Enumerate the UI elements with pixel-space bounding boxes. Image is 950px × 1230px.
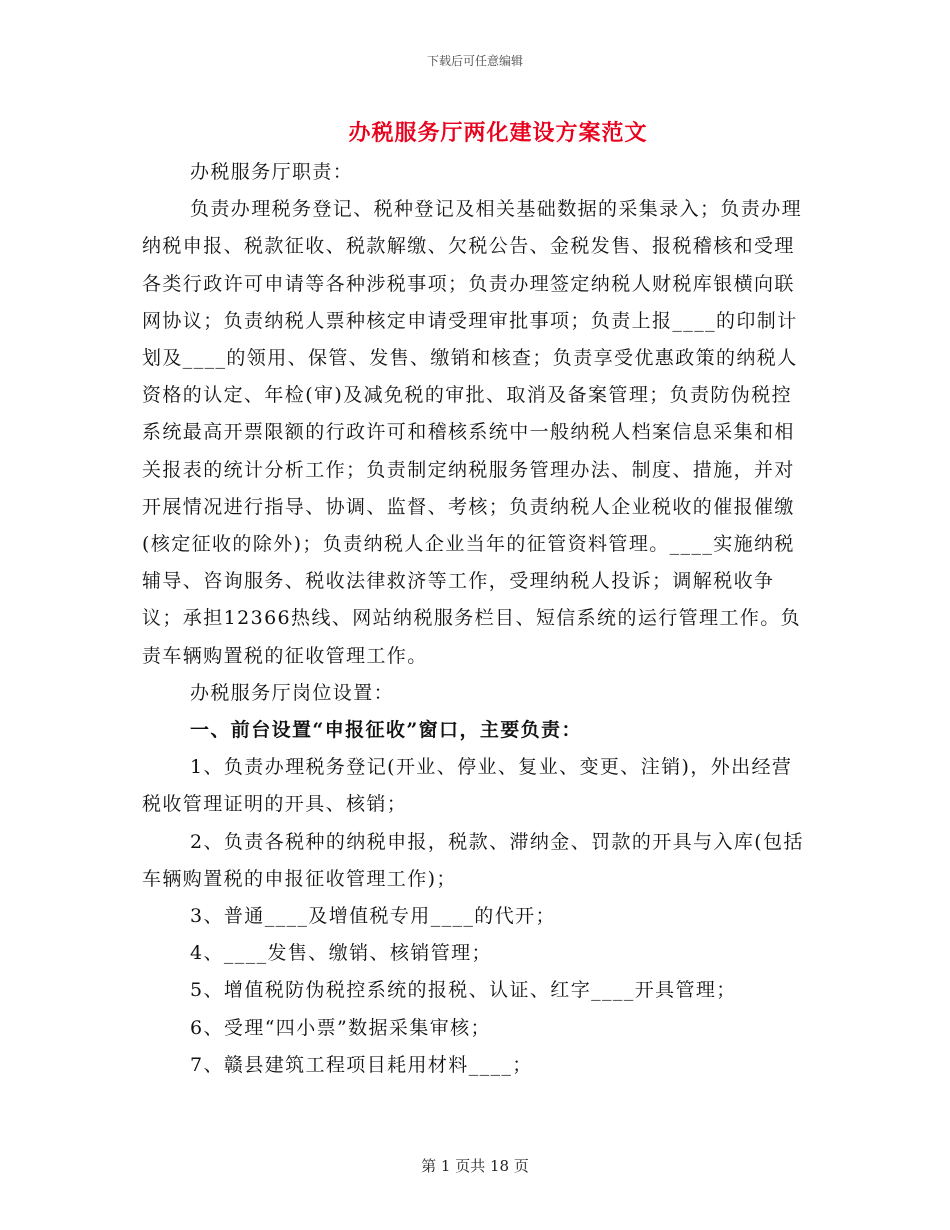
list-item: 2、负责各税种的纳税申报，税款、滞纳金、罚款的开具与入库(包括车辆购置税的申报征收管理工作)； — [142, 830, 804, 890]
section-heading-duties: 办税服务厅职责： — [190, 161, 354, 183]
list-item: 4、____发售、缴销、核销管理； — [190, 942, 492, 965]
list-item: 7、赣县建筑工程项目耗用材料____； — [190, 1053, 533, 1076]
document-title: 办税服务厅两化建设方案范文 — [348, 120, 648, 146]
duties-paragraph: 负责办理税务登记、税种登记及相关基础数据的采集录入；负责办理纳税申报、税款征收、税款解缴、欠税公告、金税发售、报税稽核和受理各类行政许可申请等各种涉税事项；负责办理签定纳税人财税库银横向联网协议；负责纳税人票种核定申请受理审批事项；负责上报____的印制计划及____的领用、保管、发售、缴销和核查；负责享受优惠政策的纳税人资格的认定、年检(审)及减免税的审批、取消及备案管理；负责防伪税控系统最高开票限额的行政许可和稽核系统中一般纳税人档案信息采集和相关报表的统计分析工作；负责制定纳税服务管理办法、制度、措施，并对开展情况进行指导、协调、监督、考核；负责纳税人企业税收的催报催缴(核定征收的除外)；负责纳税人企业当年的征管资料管理。____实施纳税辅导、咨询服务、税收法律救济等工作，受理纳税人投诉；调解税收争议；承担12366热线、网站纳税服务栏目、短信系统的运行管理工作。负责车辆购置税的征收管理工作。 — [142, 198, 803, 667]
page-header: 下载后可任意编辑 — [426, 54, 523, 68]
list-item: 5、增值税防伪税控系统的报税、认证、红字____开具管理； — [190, 979, 737, 1002]
section-heading-positions: 办税服务厅岗位设置： — [190, 681, 395, 704]
subsection-heading-front-desk: 一、前台设置“申报征收”窗口，主要负责： — [190, 719, 582, 742]
list-item: 1、负责办理税务登记(开业、停业、复业、变更、注销)，外出经营税收管理证明的开具、核销； — [142, 756, 793, 816]
list-item: 6、受理“四小票”数据采集审核； — [190, 1016, 491, 1039]
list-item: 3、普通____及增值税专用____的代开； — [190, 905, 556, 928]
page-footer: 第 1 页共 18 页 — [421, 1157, 529, 1175]
document-body — [142, 154, 806, 1084]
